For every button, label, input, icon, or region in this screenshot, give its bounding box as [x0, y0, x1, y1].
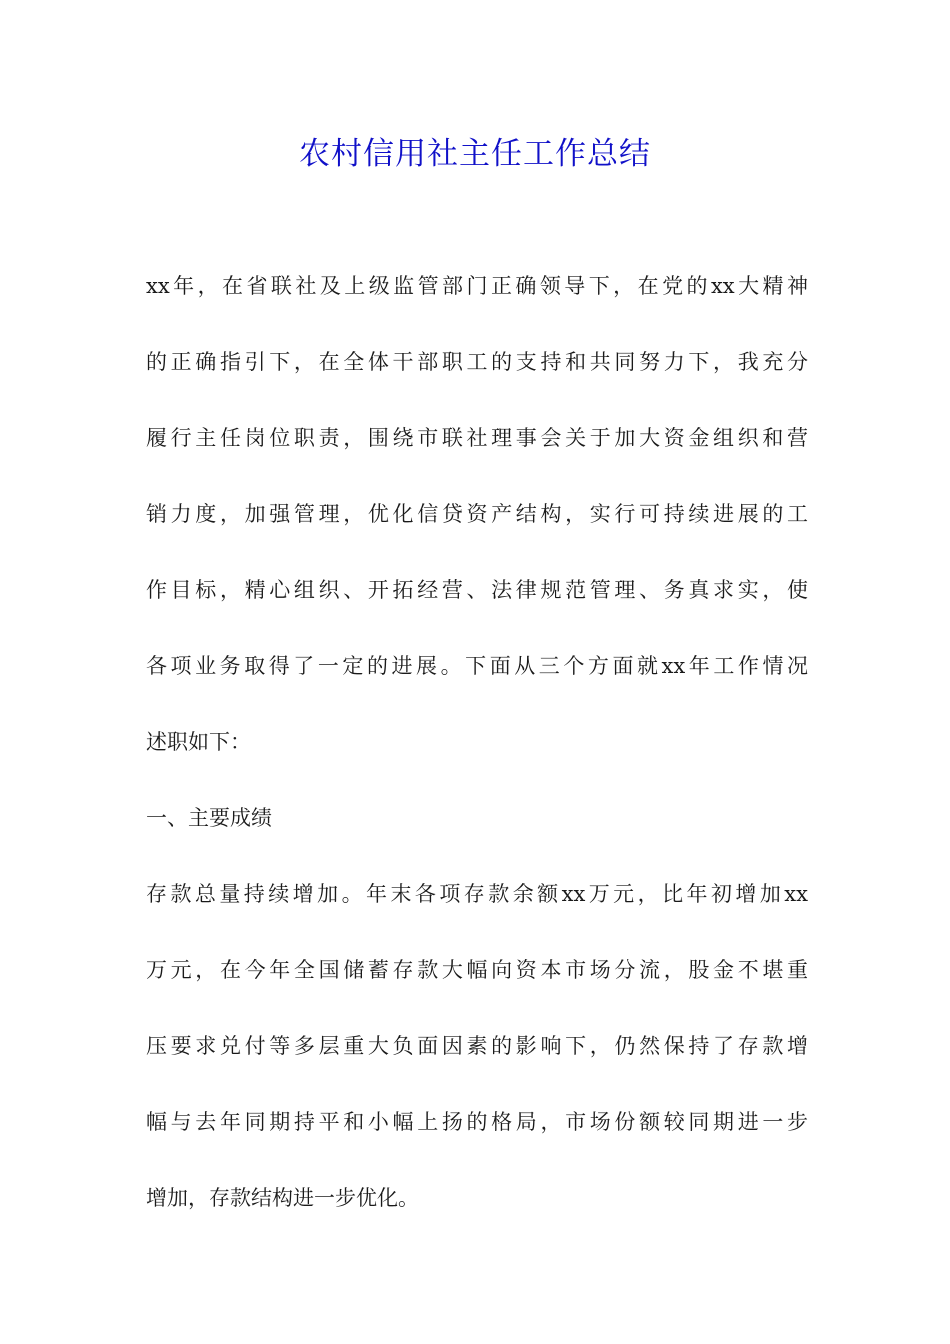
section-heading: [146, 795, 808, 871]
paragraph-line: 存款总量持续增加。年末各项存款余额xx万元，比年初增加xx: [146, 882, 808, 906]
paragraph-deposits: [146, 871, 808, 1251]
document-title: 农村信用社主任工作总结: [299, 136, 651, 172]
paragraph-line: 履行主任岗位职责，围绕市联社理事会关于加大资金组织和营: [146, 426, 808, 450]
paragraph-line: 销力度，加强管理，优化信贷资产结构，实行可持续进展的工: [146, 502, 808, 526]
document-body: [146, 263, 808, 1251]
paragraph-line: 的正确指引下，在全体干部职工的支持和共同努力下，我充分: [146, 350, 808, 374]
paragraph-line: 万元，在今年全国储蓄存款大幅向资本市场分流，股金不堪重: [146, 958, 808, 982]
paragraph-line: 各项业务取得了一定的进展。下面从三个方面就xx年工作情况: [146, 654, 808, 678]
paragraph-line: 压要求兑付等多层重大负面因素的影响下，仍然保持了存款增: [146, 1034, 808, 1058]
paragraph-intro: [146, 263, 808, 795]
paragraph-line: xx年，在省联社及上级监管部门正确领导下，在党的xx大精神: [146, 274, 808, 298]
paragraph-line: 幅与去年同期持平和小幅上扬的格局，市场份额较同期进一步: [146, 1110, 808, 1134]
paragraph-line: 作目标，精心组织、开拓经营、法律规范管理、务真求实，使: [146, 578, 808, 602]
paragraph-line: 增加，存款结构进一步优化。: [146, 1186, 419, 1210]
paragraph-line: 述职如下：: [146, 730, 251, 754]
section-heading-text: 一、主要成绩: [146, 806, 272, 830]
